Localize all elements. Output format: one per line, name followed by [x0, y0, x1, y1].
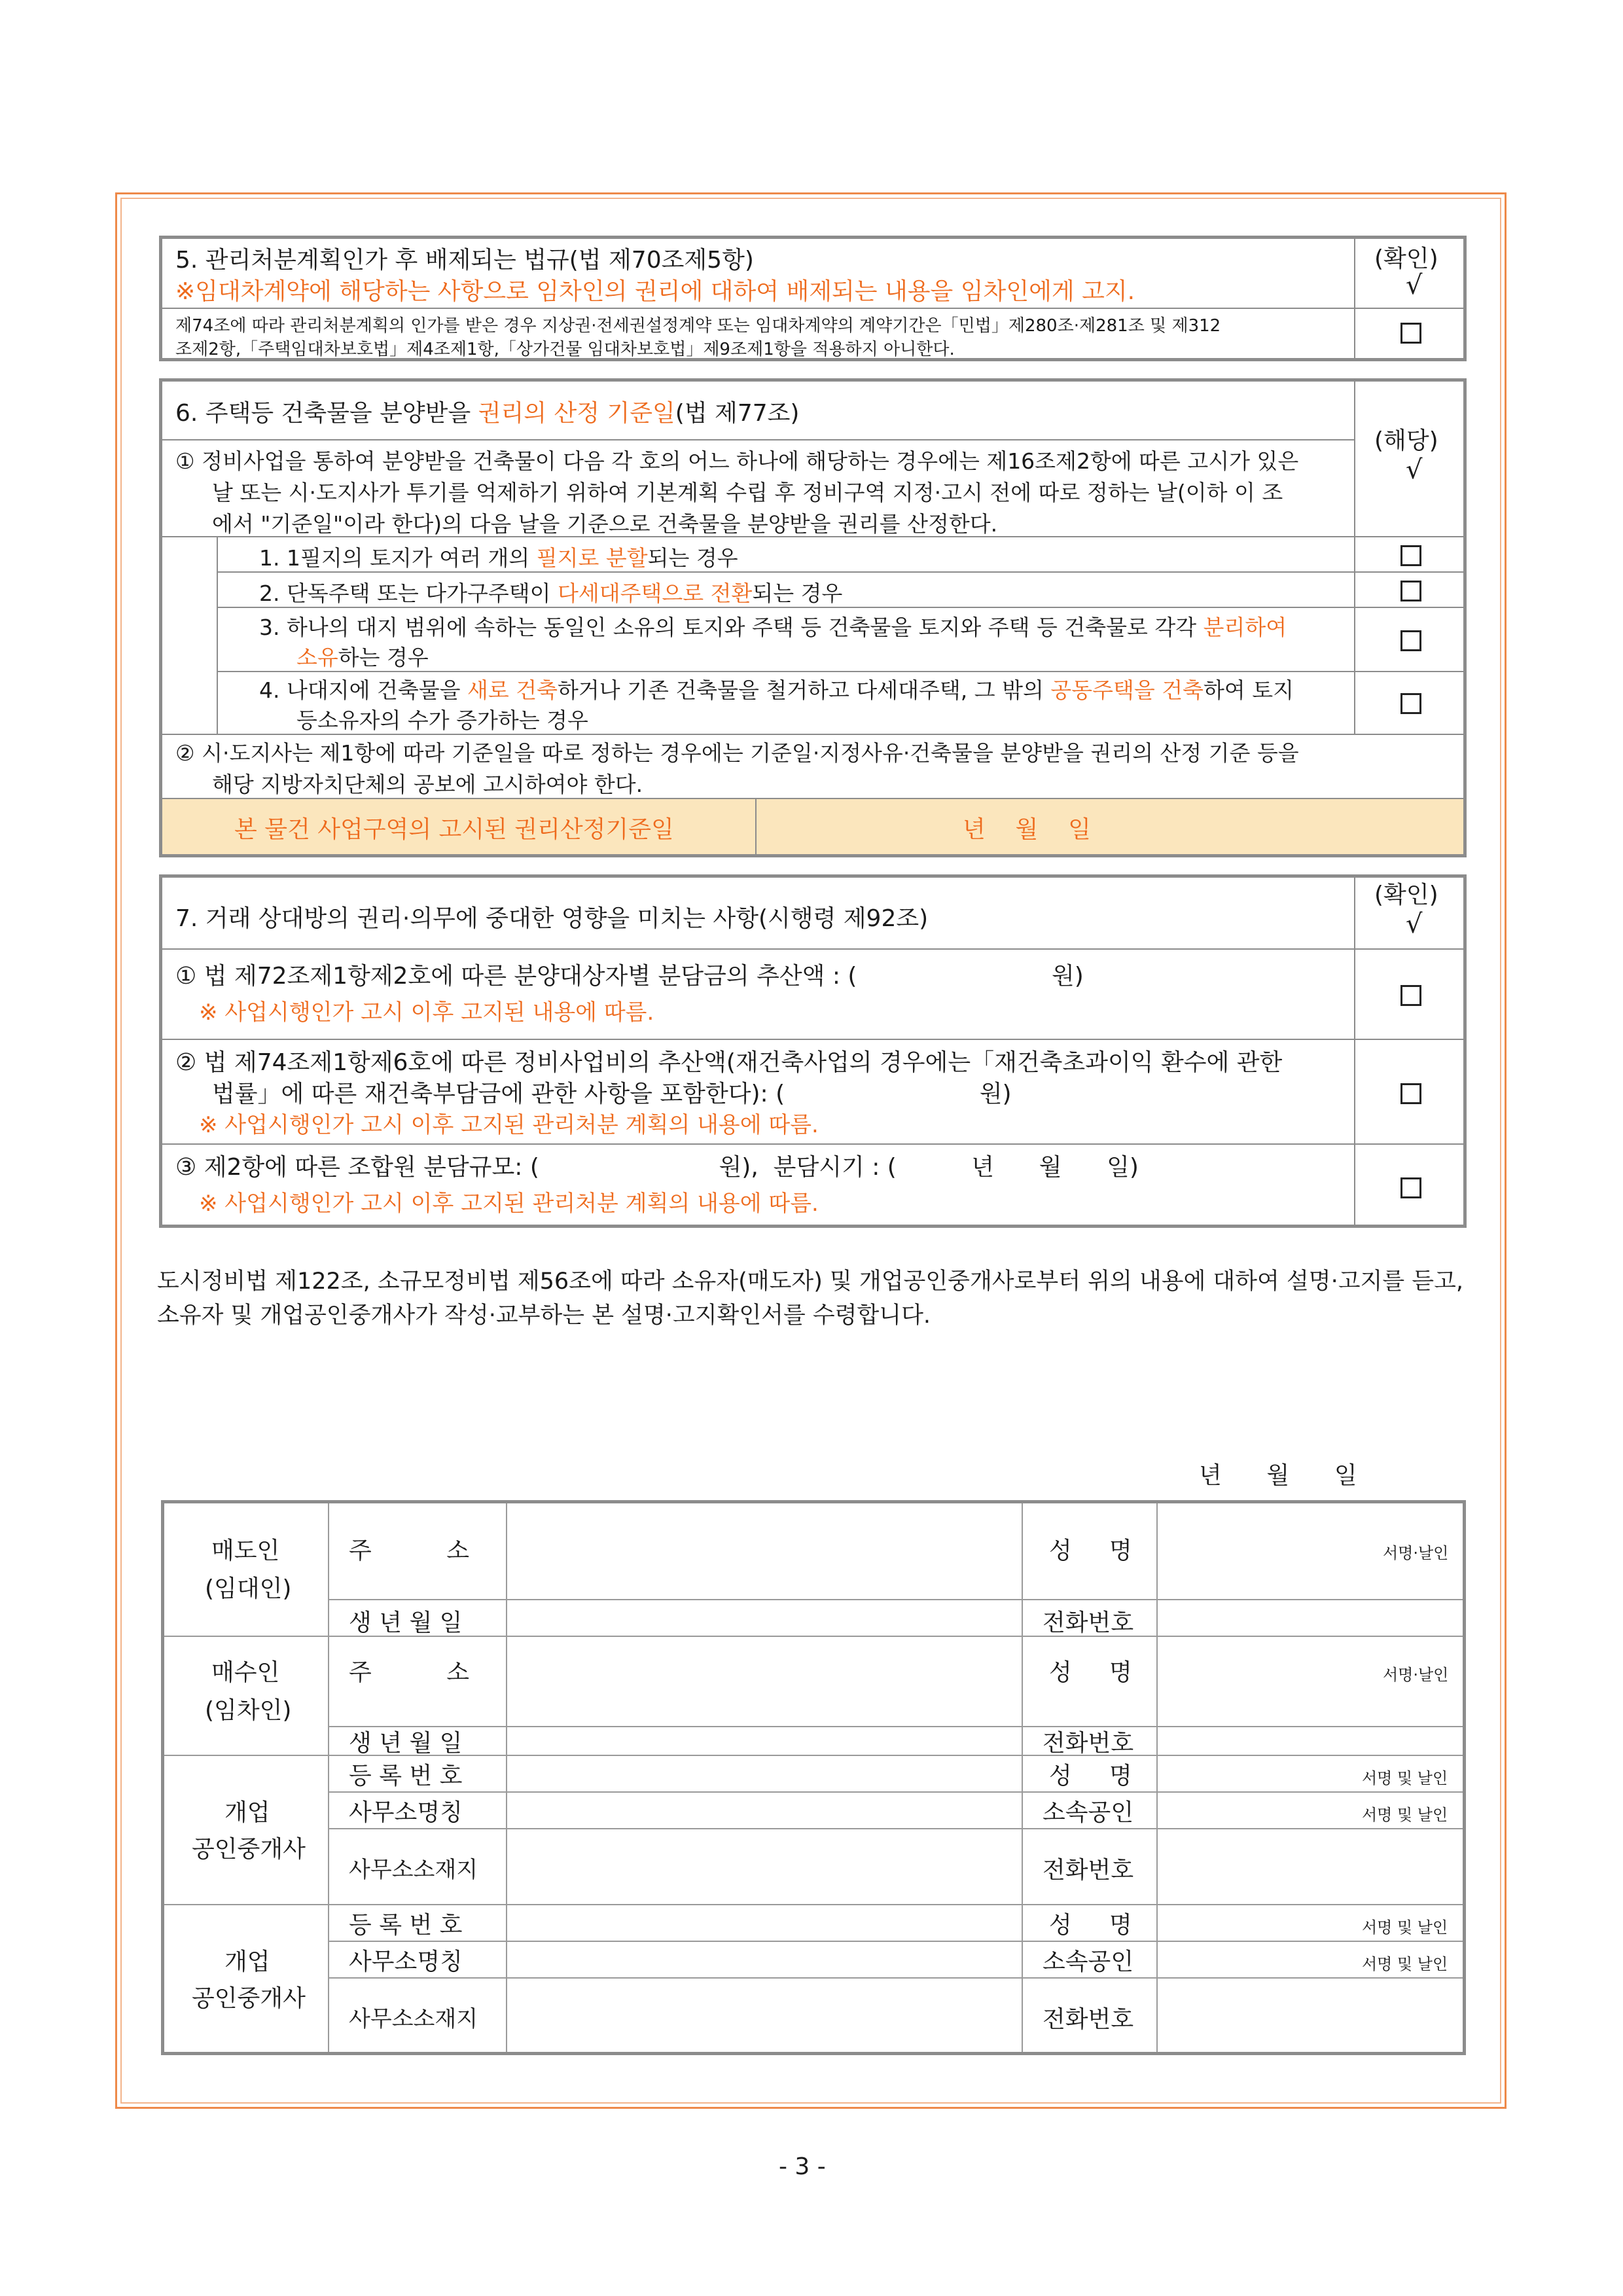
s6-indent-cell — [162, 537, 218, 735]
s5-body-line-1: 제74조에 따라 관리처분계획의 인가를 받은 경우 지상권·전세권설정계약 또는 임대차계약의 계약기간은「민법」제280조·제281조 및 제312 — [175, 316, 1221, 336]
s7-row1-line-1: ① 법 제72조제1항제2호에 따른 분양대상자별 분담금의 추산액 : ( 원) — [175, 963, 1084, 990]
s6-base-label: 본 물건 사업구역의 고시된 권리산정기준일 — [234, 816, 674, 843]
s6-item-3-line-2: 소유하는 경우 — [296, 645, 429, 670]
s7-row3-note: ※ 사업시행인가 고시 이후 고지된 관리처분 계획의 내용에 따름. — [199, 1191, 819, 1217]
s6-item-3-checkbox[interactable] — [1400, 630, 1421, 651]
broker-2-label: 개업 — [224, 1948, 270, 1975]
s7-row2-line-2: 법률」에 따른 재건축부담금에 관한 사항을 포함한다): ( 원) — [212, 1081, 1012, 1107]
col-line-3 — [1022, 1503, 1023, 2052]
buyer-label: 매수인 — [211, 1659, 280, 1686]
s6-title: 6. 주택등 건축물을 분양받을 권리의 산정 기준일(법 제77조) — [175, 400, 800, 427]
s5-note: ※임대차계약에 해당하는 사항으로 임차인의 권리에 대하여 배제되는 내용을 임차인에게 고지. — [175, 278, 1135, 305]
broker-1-office-addr-label: 사무소소재지 — [349, 1857, 478, 1883]
s7-row3-checkbox[interactable] — [1400, 1177, 1421, 1198]
seller-phone-label: 전화번호 — [1043, 1609, 1134, 1636]
seller-label: 매도인 — [211, 1537, 280, 1564]
broker-2-sub-label: 공인중개사 — [192, 1985, 306, 2012]
col-line-1 — [328, 1503, 329, 2052]
s5-confirm-label: (확인) — [1374, 245, 1438, 272]
s7-row2-note: ※ 사업시행인가 고시 이후 고지된 관리처분 계획의 내용에 따름. — [199, 1112, 819, 1138]
s5-body-line-2: 조제2항,「주택임대차보호법」제4조제1항,「상가건물 임대차보호법」제9조제1항을 적용하지 아니한다. — [175, 340, 955, 359]
buyer-address-label: 주 소 — [349, 1659, 469, 1686]
seller-address-label: 주 소 — [349, 1537, 469, 1564]
seller-sub-label: (임대인) — [205, 1575, 292, 1602]
s6-item-2-checkbox[interactable] — [1400, 581, 1421, 601]
s5-checkbox[interactable] — [1400, 323, 1421, 344]
s6-item-1: 1. 1필지의 토지가 여러 개의 필지로 분할되는 경우 — [259, 545, 738, 571]
col-line-2 — [506, 1503, 507, 2052]
seller-name-label: 성 명 — [1049, 1537, 1132, 1564]
s7-check-mark: √ — [1406, 909, 1423, 939]
s7-confirm-label: (확인) — [1374, 882, 1438, 908]
s6-item-4-line-1: 4. 나대지에 건축물을 새로 건축하거나 기존 건축물을 철거하고 다세대주택, 그 밖의 공동주택을 건축하여 토지 — [259, 677, 1294, 703]
page-number: - 3 - — [779, 2153, 826, 2180]
broker-2-office-label: 사무소명칭 — [349, 1948, 463, 1975]
s6-item-3-line-1: 3. 하나의 대지 범위에 속하는 동일인 소유의 토지와 주택 등 건축물을 토지와 주택 등 건축물로 각각 분리하여 — [259, 615, 1287, 640]
s5-check-mark: √ — [1406, 270, 1423, 300]
broker-1-office-label: 사무소명칭 — [349, 1799, 463, 1826]
signature-table — [161, 1500, 1466, 2055]
broker-1-name-label: 성 명 — [1049, 1763, 1132, 1789]
s6-item-1-checkbox[interactable] — [1400, 545, 1421, 566]
row-line-g — [164, 1904, 1463, 1905]
s7-row3-line-1: ③ 제2항에 따른 조합원 분담규모: ( 원), 분담시기 : ( 년 월 일) — [175, 1154, 1139, 1181]
broker-2-phone-label: 전화번호 — [1043, 2006, 1134, 2033]
s6-base-date-cell — [757, 799, 1463, 854]
statement-line-2: 소유자 및 개업공인중개사가 작성·교부하는 본 설명·고지확인서를 수령합니다. — [157, 1302, 931, 1329]
s6-p1-line-2: 날 또는 시·도지사가 투기를 억제하기 위하여 기본계획 수립 후 정비구역 지정·고시 전에 따로 정하는 날(이하 이 조 — [212, 480, 1283, 505]
row-line-f — [328, 1828, 1463, 1829]
buyer-phone-label: 전화번호 — [1043, 1730, 1134, 1757]
buyer-name-label: 성 명 — [1049, 1659, 1132, 1686]
broker-1-phone-label: 전화번호 — [1043, 1857, 1134, 1884]
buyer-sub-label: (임차인) — [205, 1697, 292, 1724]
broker-2-name-label: 성 명 — [1049, 1912, 1132, 1939]
s6-item-4-checkbox[interactable] — [1400, 693, 1421, 714]
seller-birth-label: 생 년 월 일 — [349, 1609, 463, 1636]
seller-seal[interactable]: 서명·날인 — [1383, 1544, 1449, 1562]
s5-title: 5. 관리처분계획인가 후 배제되는 법규(법 제70조제5항) — [175, 247, 754, 274]
s6-item-2: 2. 단독주택 또는 다가구주택이 다세대주택으로 전환되는 경우 — [259, 581, 843, 606]
broker-2-affil-label: 소속공인 — [1043, 1948, 1134, 1975]
buyer-birth-label: 생 년 월 일 — [349, 1730, 463, 1757]
s7-row2-line-1: ② 법 제74조제1항제6호에 따른 정비사업비의 추산액(재건축사업의 경우에는「재건축초과이익 환수에 관한 — [175, 1049, 1283, 1076]
s7-title: 7. 거래 상대방의 권리·의무에 중대한 영향을 미치는 사항(시행령 제92조) — [175, 905, 929, 932]
s6-p2-line-2: 해당 지방자치단체의 공보에 고시하여야 한다. — [212, 772, 643, 797]
broker-1-affil-label: 소속공인 — [1043, 1799, 1134, 1826]
row-line-h — [328, 1941, 1463, 1942]
s6-check-mark: √ — [1406, 455, 1423, 485]
broker-2-affil-seal[interactable]: 서명 및 날인 — [1362, 1955, 1448, 1973]
broker-1-affil-seal[interactable]: 서명 및 날인 — [1362, 1806, 1448, 1824]
row-line-c — [328, 1726, 1463, 1727]
broker-2-office-addr-label: 사무소소재지 — [349, 2006, 478, 2032]
section-6 — [159, 378, 1467, 857]
s6-base-date: 년 월 일 — [963, 816, 1091, 843]
s6-p2-line-1: ② 시·도지사는 제1항에 따라 기준일을 따로 정하는 경우에는 기준일·지정사유·건축물을 분양받을 권리의 산정 기준 등을 — [175, 740, 1299, 766]
row-line-e — [328, 1791, 1463, 1793]
section-5 — [159, 236, 1467, 361]
s7-row1-note: ※ 사업시행인가 고시 이후 고지된 내용에 따름. — [199, 999, 654, 1026]
s6-item-4-line-2: 등소유자의 수가 증가하는 경우 — [296, 708, 588, 733]
broker-1-reg-label: 등 록 번 호 — [349, 1763, 463, 1789]
broker-2-reg-label: 등 록 번 호 — [349, 1912, 463, 1939]
broker-1-seal[interactable]: 서명 및 날인 — [1362, 1769, 1448, 1787]
s7-row1-checkbox[interactable] — [1400, 985, 1421, 1006]
s7-row2-checkbox[interactable] — [1400, 1083, 1421, 1104]
statement-line-1: 도시정비법 제122조, 소규모정비법 제56조에 따라 소유자(매도자) 및 개업공인중개사로부터 위의 내용에 대하여 설명·고지를 듣고, — [157, 1268, 1464, 1295]
row-line-i — [328, 1977, 1463, 1979]
row-line-a — [328, 1599, 1463, 1600]
broker-2-seal[interactable]: 서명 및 날인 — [1362, 1918, 1448, 1937]
col-line-4 — [1156, 1503, 1158, 2052]
section-7 — [159, 874, 1467, 1228]
s6-p1-line-3: 에서 "기준일"이라 한다)의 다음 날을 기준으로 건축물을 분양받을 권리를 산정한다. — [212, 511, 998, 537]
date-line: 년 월 일 — [1199, 1462, 1357, 1489]
broker-1-label: 개업 — [224, 1799, 270, 1826]
buyer-seal[interactable]: 서명·날인 — [1383, 1666, 1449, 1684]
receipt-statement — [157, 1266, 1463, 1331]
broker-1-sub-label: 공인중개사 — [192, 1836, 306, 1863]
s6-p1-line-1: ① 정비사업을 통하여 분양받을 건축물이 다음 각 호의 어느 하나에 해당하는 경우에는 제16조제2항에 따른 고시가 있은 — [175, 448, 1299, 474]
s6-applies-label: (해당) — [1374, 427, 1438, 454]
